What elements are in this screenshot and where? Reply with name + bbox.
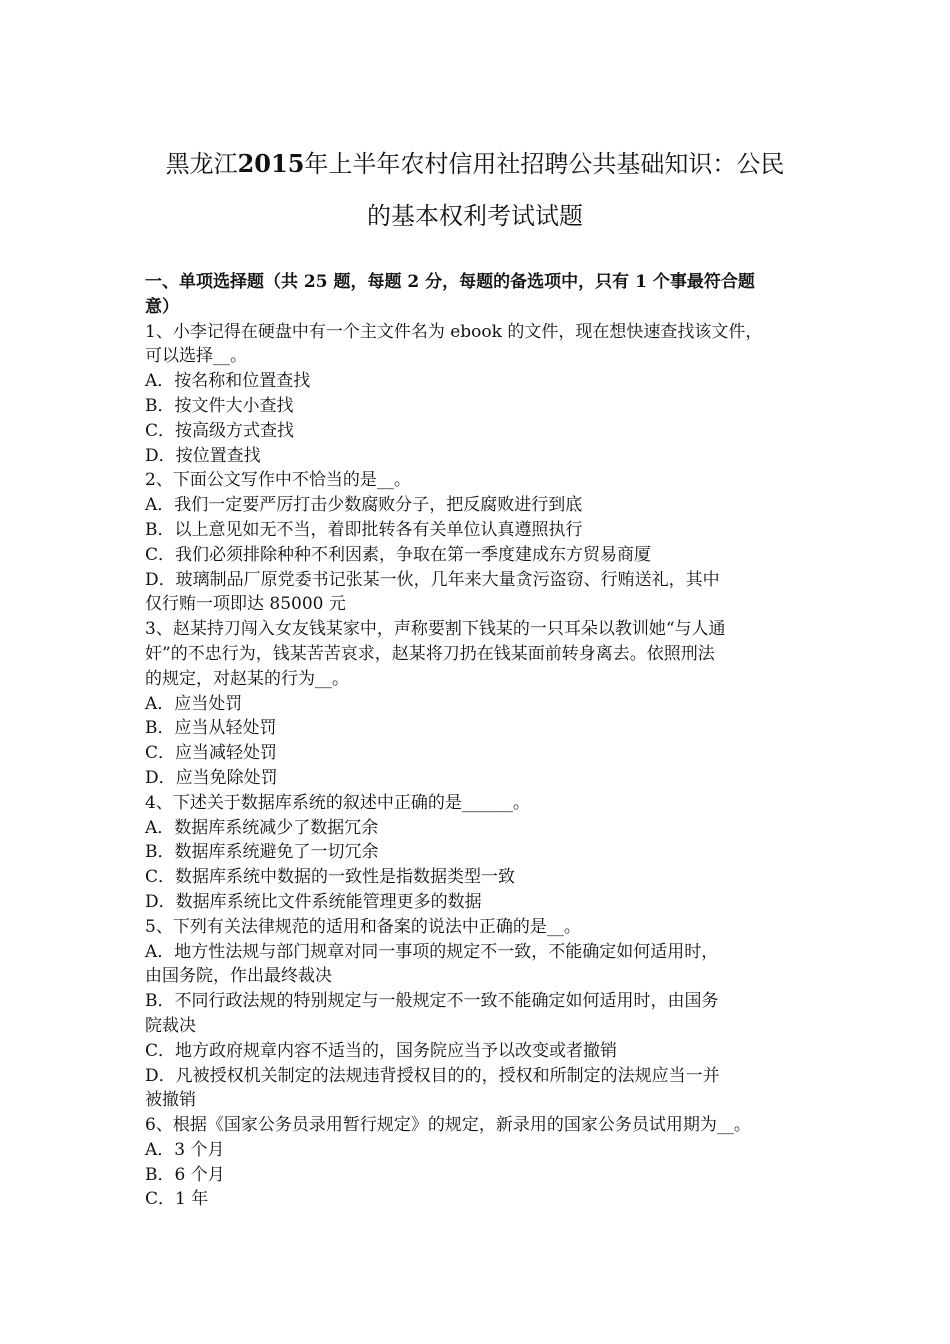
text-line: A．3 个月 [145,1139,225,1160]
text-line: 3、赵某持刀闯入女友钱某家中，声称要割下钱某的一只耳朵以教训她“与人通 [145,619,726,640]
title-prefix: 黑龙江 [165,150,238,178]
text-line: 仅行贿一项即达 85000 元 [145,594,346,615]
text-line: A．地方性法规与部门规章对同一事项的规定不一致，不能确定如何适用时， [145,941,719,962]
text-line: 5、下列有关法律规范的适用和备案的说法中正确的是__。 [145,916,581,937]
document-title [120,138,830,242]
title-line-1 [120,138,830,190]
text-line: 被撤销 [145,1090,196,1111]
text-line: D．凡被授权机关制定的法规违背授权目的的，授权和所制定的法规应当一并 [145,1065,720,1086]
text-line: C．1 年 [145,1189,209,1210]
text-line: D．数据库系统比文件系统能管理更多的数据 [145,891,482,912]
text-line: B．以上意见如无不当，着即批转各有关单位认真遵照执行 [145,519,583,540]
text-line: 1、小李记得在硬盘中有一个主文件名为 ebook 的文件，现在想快速查找该文件， [145,321,763,342]
text-line: A．数据库系统减少了数据冗余 [145,817,379,838]
text-line: 院裁决 [145,1015,196,1036]
text-line: 4、下述关于数据库系统的叙述中正确的是______。 [145,792,530,813]
text-line: B．数据库系统避免了一切冗余 [145,842,379,863]
text-line: C．应当减轻处罚 [145,743,278,764]
text-line: 可以选择__。 [145,346,247,367]
text-line: 由国务院，作出最终裁决 [145,966,332,987]
question-list [145,320,825,1213]
section-heading-line: 一、单项选择题（共 25 题，每题 2 分，每题的备选项中，只有 1 个事最符合题 [145,272,755,292]
text-line: C．按高级方式查找 [145,420,295,441]
text-line: 2、下面公文写作中不恰当的是__。 [145,470,411,491]
section-heading-line: 意） [145,296,179,317]
title-suffix: 年上半年农村信用社招聘公共基础知识：公民 [304,150,785,178]
text-line: C．地方政府规章内容不适当的，国务院应当予以改变或者撤销 [145,1040,618,1061]
text-line: 6、根据《国家公务员录用暂行规定》的规定，新录用的国家公务员试用期为__。 [145,1115,751,1136]
text-line: D．玻璃制品厂原党委书记张某一伙，几年来大量贪污盗窃、行贿送礼，其中 [145,569,720,590]
text-line: A．我们一定要严厉打击少数腐败分子，把反腐败进行到底 [145,495,583,516]
title-year: 2015 [237,149,305,178]
text-line: D．按位置查找 [145,445,261,466]
text-line: B．不同行政法规的特别规定与一般规定不一致不能确定如何适用时，由国务 [145,991,719,1012]
text-line: B．按文件大小查找 [145,395,294,416]
text-line: C．我们必须排除种种不利因素，争取在第一季度建成东方贸易商厦 [145,544,652,565]
title-line-2: 的基本权利考试试题 [367,202,583,230]
text-line: 的规定，对赵某的行为__。 [145,668,349,689]
text-line: B．6 个月 [145,1164,225,1185]
text-line: B．应当从轻处罚 [145,718,277,739]
text-line: 奸”的不忠行为，钱某苦苦哀求，赵某将刀扔在钱某面前转身离去。依照刑法 [145,643,715,664]
text-line: D．应当免除处罚 [145,767,278,788]
text-line: A．应当处罚 [145,693,243,714]
text-line: A．按名称和位置查找 [145,371,311,392]
text-line: C．数据库系统中数据的一致性是指数据类型一致 [145,867,516,888]
document-body [145,270,825,1212]
